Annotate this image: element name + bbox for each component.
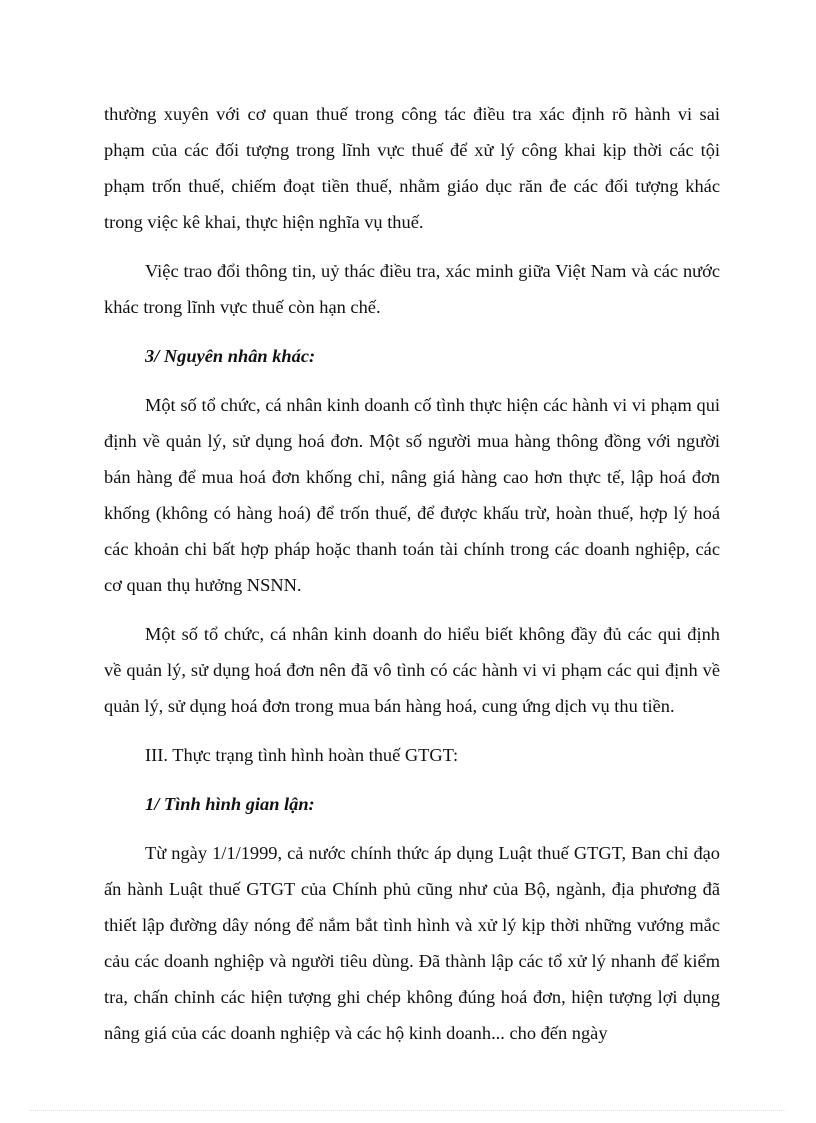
paragraph-continuation: thường xuyên với cơ quan thuế trong công tác điều tra xác định rõ hành vi sai phạm của các đối tượng trong lĩnh vực thuế để xử lý công khai kịp thời các tội phạm trốn thuế, chiếm đoạt tiền thuế, nhằm giáo dục răn đe các đối tượng khác trong việc kê khai, thực hiện nghĩa vụ thuế. — [104, 104, 720, 232]
page-bottom-divider — [30, 1110, 786, 1111]
paragraph-vat-law-application: Từ ngày 1/1/1999, cả nước chính thức áp dụng Luật thuế GTGT, Ban chỉ đạo ấn hành Luật thuế GTGT của Chính phủ cũng như của Bộ, ngành, địa phương đã thiết lập đường dây nóng để nắm bắt tình hình và xử lý kịp thời những vướng mắc cảu các doanh nghiệp và người tiêu dùng. Đã thành lập các tổ xử lý nhanh để kiểm tra, chấn chỉnh các hiện tượng ghi chép không đúng hoá đơn, hiện tượng lợi dụng nâng giá của các doanh nghiệp và các hộ kinh doanh... cho đến ngày — [104, 843, 720, 1043]
paragraph-unintentional-violations: Một số tổ chức, cá nhân kinh doanh do hiểu biết không đầy đủ các qui định về quản lý, sử dụng hoá đơn nên đã vô tình có các hành vi vi phạm các qui định về quản lý, sử dụng hoá đơn trong mua bán hàng hoá, cung ứng dịch vụ thu tiền. — [104, 624, 720, 716]
paragraph-deliberate-violations: Một số tổ chức, cá nhân kinh doanh cố tình thực hiện các hành vi vi phạm qui định về quản lý, sử dụng hoá đơn. Một số người mua hàng thông đồng với người bán hàng để mua hoá đơn khống chỉ, nâng giá hàng cao hơn thực tế, lập hoá đơn khống (không có hàng hoá) để trốn thuế, để được khấu trừ, hoàn thuế, hợp lý hoá các khoản chi bất hợp pháp hoặc thanh toán tài chính trong các doanh nghiệp, các cơ quan thụ hưởng NSNN. — [104, 395, 720, 595]
section-heading-vat-refund: III. Thực trạng tình hình hoàn thuế GTGT: — [145, 745, 459, 765]
section-heading-other-causes: 3/ Nguyên nhân khác: — [145, 346, 316, 366]
paragraph-information-exchange: Việc trao đổi thông tin, uỷ thác điều tra, xác minh giữa Việt Nam và các nước khác trong lĩnh vực thuế còn hạn chế. — [104, 261, 720, 317]
document-body — [104, 96, 720, 1064]
section-heading-fraud-situation: 1/ Tình hình gian lận: — [145, 794, 315, 814]
